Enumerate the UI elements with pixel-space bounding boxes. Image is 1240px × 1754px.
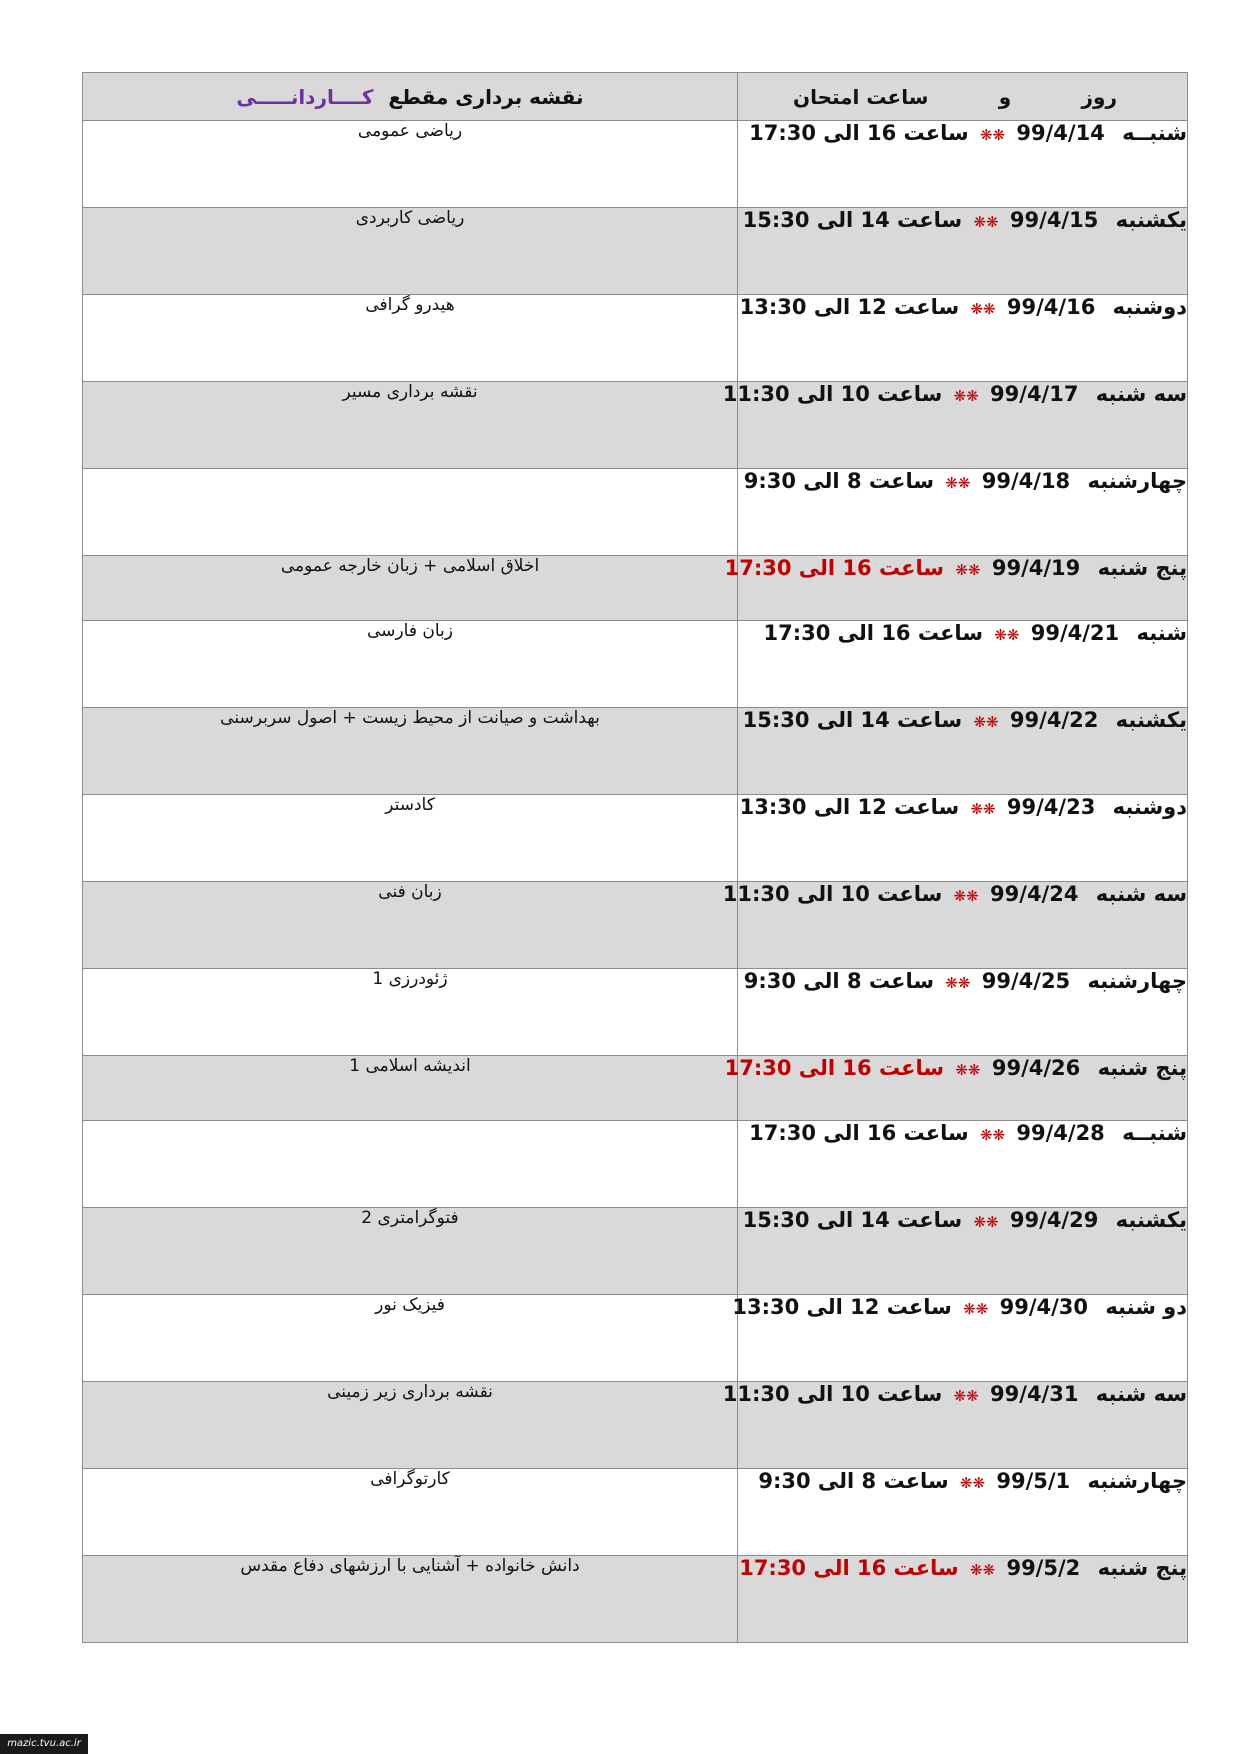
- separator-stars: ❋❋: [973, 1213, 999, 1231]
- exam-date: 99/4/30: [999, 1295, 1088, 1319]
- table-row: [83, 1469, 1188, 1556]
- exam-date-cell: [738, 708, 1188, 795]
- exam-subject-cell: [83, 208, 738, 295]
- exam-time: ساعت 10 الی 11:30: [722, 1382, 943, 1406]
- exam-time: ساعت 16 الی 17:30: [724, 556, 945, 580]
- exam-date: 99/4/24: [990, 882, 1079, 906]
- separator-stars: ❋❋: [945, 474, 971, 492]
- separator-stars: ❋❋: [970, 800, 996, 818]
- exam-time: ساعت 16 الی 17:30: [763, 621, 983, 645]
- exam-time: ساعت 10 الی 11:30: [722, 882, 943, 906]
- exam-date: 99/5/1: [996, 1469, 1071, 1493]
- table-row: [83, 556, 1188, 621]
- exam-date: 99/4/29: [1009, 1208, 1099, 1232]
- exam-day: پنج شنبه: [1097, 1556, 1187, 1580]
- exam-time: ساعت 10 الی 11:30: [722, 382, 943, 406]
- exam-subject: کادستر: [385, 795, 435, 815]
- exam-date-cell: [738, 969, 1188, 1056]
- exam-subject: ریاضی کاربردی: [355, 208, 465, 228]
- exam-day: چهارشنبه: [1087, 1469, 1187, 1493]
- exam-subject-cell: [83, 969, 738, 1056]
- exam-time: ساعت 12 الی 13:30: [739, 795, 960, 819]
- exam-date: 99/4/23: [1006, 795, 1096, 819]
- table-row: [83, 295, 1188, 382]
- table-row: [83, 1295, 1188, 1382]
- exam-date-cell: [722, 382, 1188, 469]
- exam-subject-cell: [83, 882, 738, 969]
- separator-stars: ❋❋: [994, 626, 1020, 644]
- separator-stars: ❋❋: [959, 1474, 986, 1492]
- exam-date: 99/4/19: [991, 556, 1081, 580]
- exam-date-cell: [738, 121, 1188, 208]
- exam-date-cell: [738, 1556, 1188, 1643]
- exam-subject-cell: [83, 1469, 738, 1556]
- exam-schedule-table: [82, 72, 1188, 1643]
- exam-subject: زبان فارسی: [367, 621, 453, 641]
- exam-day: پنج شنبه: [1097, 1056, 1187, 1080]
- exam-day: دو شنبه: [1105, 1295, 1187, 1319]
- header-exam-time-label: ساعت امتحان: [793, 84, 929, 109]
- exam-date: 99/4/16: [1006, 295, 1096, 319]
- exam-subject-cell: [83, 1295, 738, 1382]
- exam-date: 99/4/28: [1016, 1121, 1105, 1145]
- exam-time: ساعت 12 الی 13:30: [732, 1295, 952, 1319]
- separator-stars: ❋❋: [953, 387, 979, 405]
- exam-subject-cell: [83, 1382, 738, 1469]
- exam-day: سه شنبه: [1095, 882, 1187, 906]
- table-row: [83, 1382, 1188, 1469]
- exam-subject: فتوگرامتری 2: [361, 1208, 459, 1228]
- header-and-label: و: [998, 84, 1012, 109]
- exam-day: شنبه: [1136, 621, 1187, 645]
- exam-date-cell: [724, 556, 1188, 621]
- exam-schedule-sheet: [82, 72, 1187, 1643]
- header-subject-cell: [83, 73, 738, 121]
- exam-time: ساعت 16 الی 17:30: [724, 1056, 945, 1080]
- table-row: [83, 469, 1188, 556]
- exam-day: یکشنبه: [1115, 208, 1187, 232]
- exam-time: ساعت 8 الی 9:30: [758, 1469, 949, 1493]
- table-row: [83, 1556, 1188, 1643]
- table-row: [83, 882, 1188, 969]
- table-row: [83, 1056, 1188, 1121]
- exam-date-cell: [738, 295, 1188, 382]
- exam-subject: نقشه برداری مسیر: [342, 382, 478, 402]
- exam-day: شنبــه: [1122, 1121, 1187, 1145]
- exam-subject-cell: [83, 621, 738, 708]
- header-subject-title: نقشه برداری مقطع: [388, 84, 584, 109]
- table-row: [83, 208, 1188, 295]
- table-header-row: [83, 73, 1188, 121]
- exam-date: 99/5/2: [1006, 1556, 1081, 1580]
- exam-day: چهارشنبه: [1087, 969, 1187, 993]
- exam-subject-cell: [83, 469, 738, 556]
- table-row: [83, 1208, 1188, 1295]
- exam-time: ساعت 8 الی 9:30: [743, 969, 934, 993]
- exam-day: پنج شنبه: [1097, 556, 1187, 580]
- exam-subject-cell: [83, 295, 738, 382]
- exam-date: 99/4/21: [1030, 621, 1120, 645]
- exam-subject-cell: [83, 1556, 738, 1643]
- exam-subject: اندیشه اسلامی 1: [349, 1056, 471, 1076]
- exam-date-cell: [738, 1208, 1188, 1295]
- exam-time: ساعت 14 الی 15:30: [742, 708, 963, 732]
- exam-subject: دانش خانواده + آشنایی با ارزشهای دفاع مقدس: [240, 1556, 580, 1576]
- header-level-accent: کــــاردانـــــی: [236, 84, 374, 109]
- exam-time: ساعت 8 الی 9:30: [743, 469, 934, 493]
- exam-date-cell: [738, 208, 1188, 295]
- separator-stars: ❋❋: [970, 300, 996, 318]
- separator-stars: ❋❋: [945, 974, 971, 992]
- table-row: [83, 1121, 1188, 1208]
- exam-subject-cell: [83, 1121, 738, 1208]
- separator-stars: ❋❋: [970, 1561, 996, 1579]
- exam-subject: زبان فنی: [378, 882, 442, 902]
- exam-date-cell: [738, 621, 1188, 708]
- exam-time: ساعت 12 الی 13:30: [739, 295, 960, 319]
- separator-stars: ❋❋: [963, 1300, 989, 1318]
- exam-subject: فیزیک نور: [375, 1295, 445, 1315]
- exam-date: 99/4/14: [1016, 121, 1105, 145]
- exam-day: یکشنبه: [1115, 708, 1187, 732]
- exam-day: چهارشنبه: [1087, 469, 1187, 493]
- exam-subject: اخلاق اسلامی + زبان خارجه عمومی: [280, 556, 540, 576]
- table-row: [83, 621, 1188, 708]
- exam-date-cell: [732, 1295, 1188, 1382]
- separator-stars: ❋❋: [953, 1387, 979, 1405]
- exam-date: 99/4/18: [981, 469, 1071, 493]
- exam-date-cell: [722, 1382, 1188, 1469]
- exam-day: یکشنبه: [1115, 1208, 1187, 1232]
- exam-subject: بهداشت و صیانت از محیط زیست + اصول سربرسنی: [220, 708, 600, 728]
- exam-subject-cell: [83, 795, 738, 882]
- table-row: [83, 382, 1188, 469]
- exam-date: 99/4/15: [1009, 208, 1099, 232]
- exam-date-cell: [738, 1469, 1188, 1556]
- table-row: [83, 121, 1188, 208]
- separator-stars: ❋❋: [979, 126, 1006, 144]
- exam-subject-cell: [83, 382, 738, 469]
- table-row: [83, 969, 1188, 1056]
- exam-time: ساعت 14 الی 15:30: [742, 1208, 963, 1232]
- exam-date-cell: [738, 469, 1188, 556]
- exam-date: 99/4/26: [991, 1056, 1081, 1080]
- exam-day: شنبــه: [1122, 121, 1187, 145]
- schedule-rows: [83, 121, 1188, 1643]
- exam-time: ساعت 16 الی 17:30: [749, 121, 969, 145]
- exam-date: 99/4/22: [1009, 708, 1099, 732]
- exam-day: دوشنبه: [1112, 295, 1187, 319]
- exam-subject: ژئودرزی 1: [372, 969, 448, 989]
- exam-time: ساعت 14 الی 15:30: [742, 208, 963, 232]
- exam-subject: کارتوگرافی: [370, 1469, 450, 1489]
- exam-day: سه شنبه: [1095, 1382, 1187, 1406]
- exam-time: ساعت 16 الی 17:30: [739, 1556, 959, 1580]
- separator-stars: ❋❋: [955, 1061, 981, 1079]
- separator-stars: ❋❋: [979, 1126, 1006, 1144]
- exam-date-cell: [724, 1056, 1188, 1121]
- exam-subject: نقشه برداری زیر زمینی: [327, 1382, 493, 1402]
- exam-date: 99/4/17: [990, 382, 1079, 406]
- exam-subject-cell: [83, 556, 738, 621]
- table-row: [83, 795, 1188, 882]
- exam-date-cell: [722, 882, 1188, 969]
- separator-stars: ❋❋: [973, 713, 999, 731]
- exam-subject: هیدرو گرافی: [365, 295, 455, 315]
- footer-logo[interactable]: mazic.tvu.ac.ir: [0, 1734, 88, 1754]
- exam-day: دوشنبه: [1112, 795, 1187, 819]
- exam-day: سه شنبه: [1095, 382, 1187, 406]
- exam-subject: ریاضی عمومی: [357, 121, 463, 141]
- exam-date-cell: [738, 1121, 1188, 1208]
- exam-subject-cell: [83, 1208, 738, 1295]
- exam-date-cell: [738, 795, 1188, 882]
- exam-date: 99/4/31: [990, 1382, 1079, 1406]
- header-date-cell: [738, 73, 1188, 121]
- exam-time: ساعت 16 الی 17:30: [749, 1121, 969, 1145]
- exam-date: 99/4/25: [981, 969, 1071, 993]
- separator-stars: ❋❋: [973, 213, 999, 231]
- exam-subject-cell: [83, 1056, 738, 1121]
- exam-subject-cell: [83, 121, 738, 208]
- exam-subject-cell: [83, 708, 738, 795]
- separator-stars: ❋❋: [955, 561, 981, 579]
- table-row: [83, 708, 1188, 795]
- header-day-label: روز: [1081, 84, 1117, 109]
- separator-stars: ❋❋: [953, 887, 979, 905]
